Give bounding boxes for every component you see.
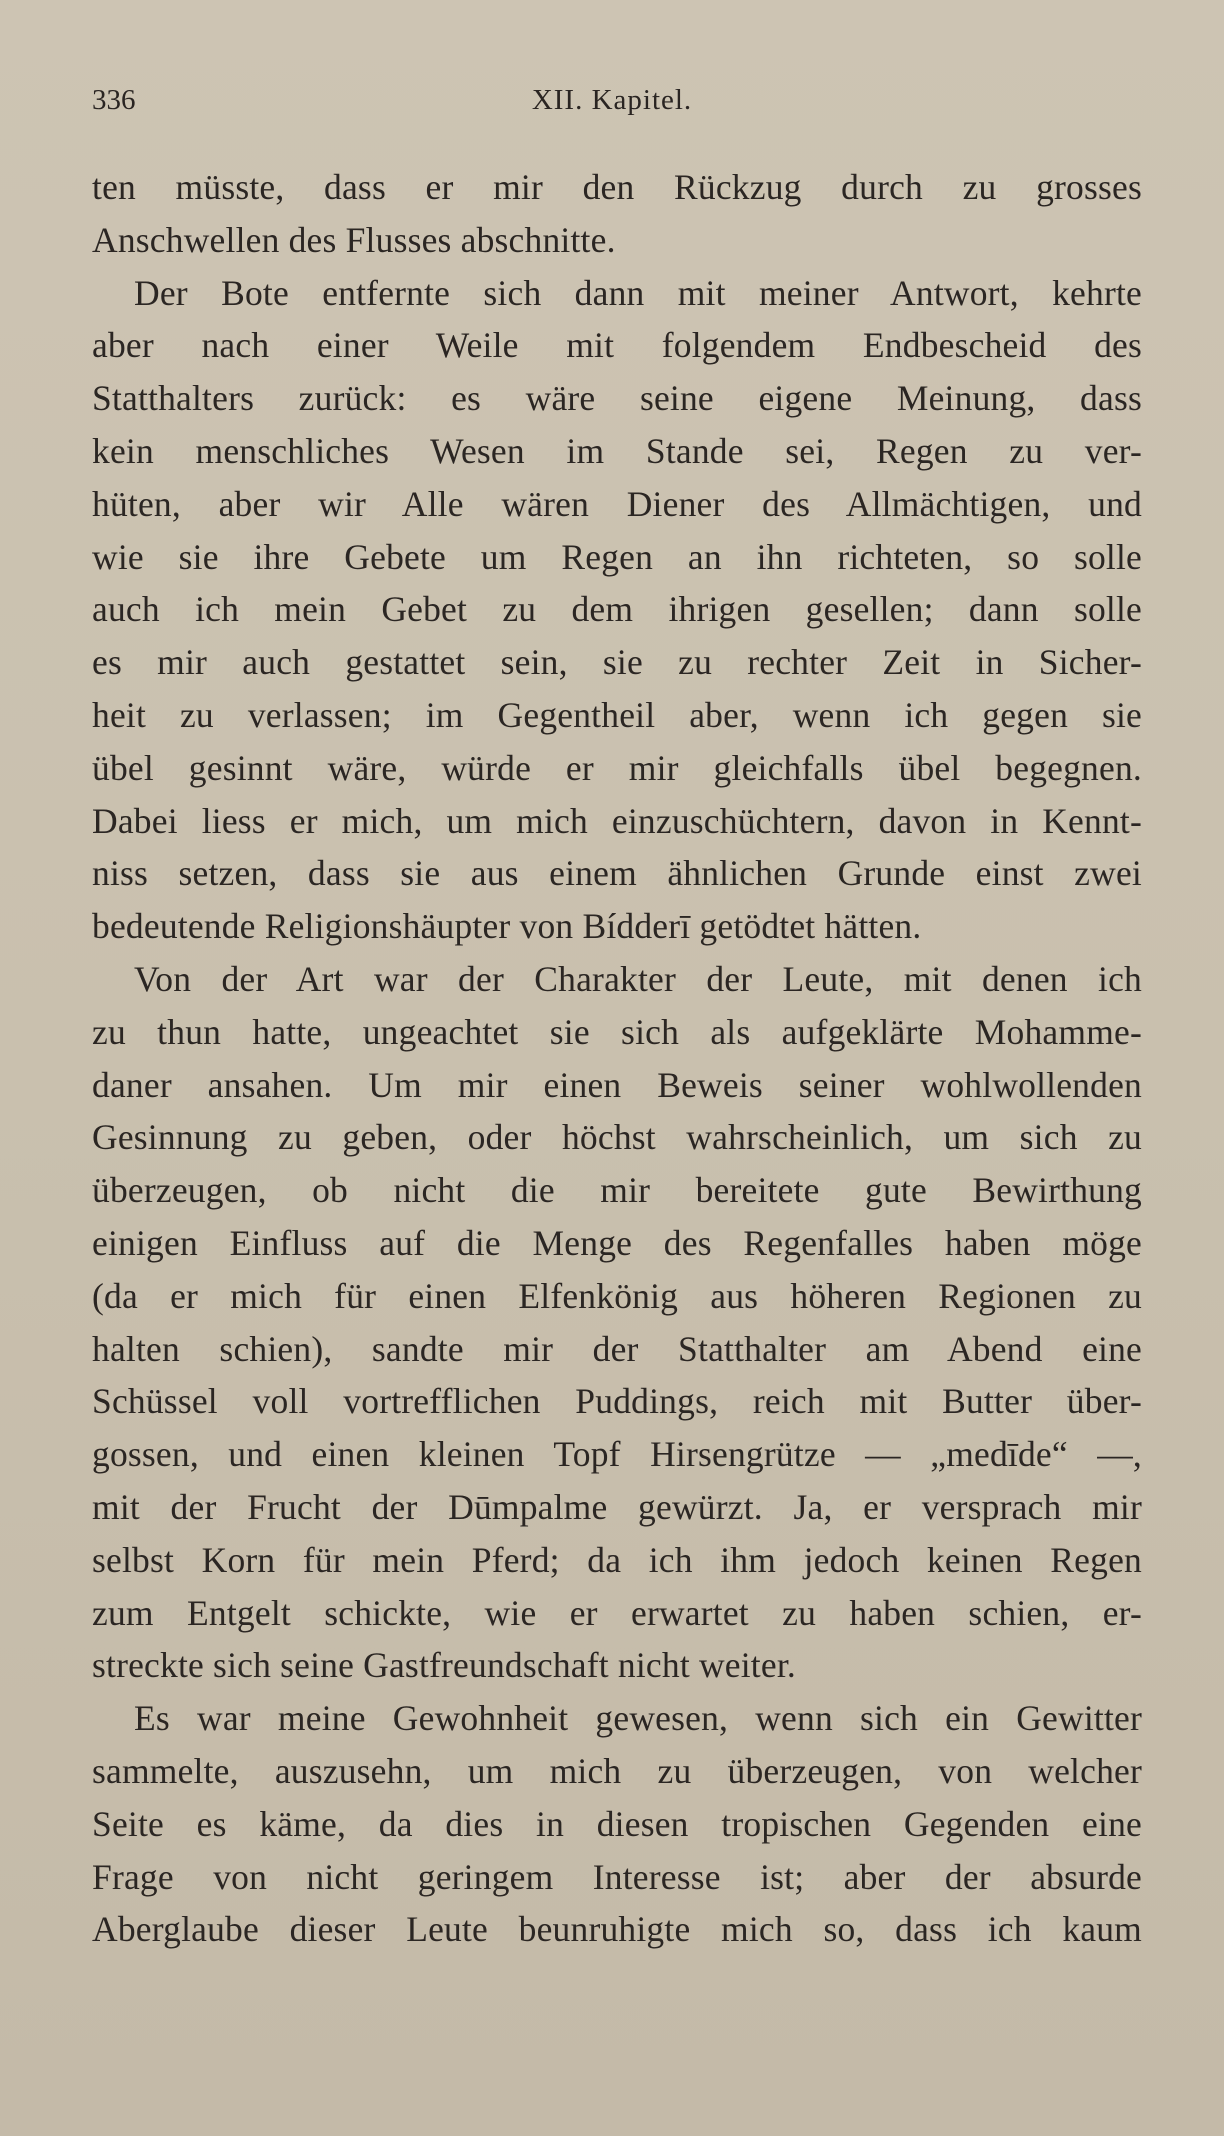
text-line: heit zu verlassen; im Gegentheil aber, wenn ich gegen sie xyxy=(92,694,1142,735)
text-line: zum Entgelt schickte, wie er erwartet zu haben schien, er- xyxy=(92,1592,1142,1633)
text-line: zu thun hatte, ungeachtet sie sich als aufgeklärte Mohamme- xyxy=(92,1011,1142,1052)
text-line: hüten, aber wir Alle wären Diener des Allmächtigen, und xyxy=(92,483,1142,524)
text-line: es mir auch gestattet sein, sie zu rechter Zeit in Sicher- xyxy=(92,642,1142,683)
text-line: einigen Einfluss auf die Menge des Regenfalles haben möge xyxy=(92,1222,1142,1263)
text-line: auch ich mein Gebet zu dem ihrigen gesellen; dann solle xyxy=(92,589,1142,630)
text-line: Anschwellen des Flusses abschnitte. xyxy=(92,219,616,260)
text-line: Seite es käme, da dies in diesen tropischen Gegenden eine xyxy=(92,1803,1142,1844)
text-line: übel gesinnt wäre, würde er mir gleichfalls übel begegnen. xyxy=(92,747,1142,788)
text-line: Gesinnung zu geben, oder höchst wahrscheinlich, um sich zu xyxy=(92,1117,1142,1158)
text-line: Dabei liess er mich, um mich einzuschüchtern, davon in Kennt- xyxy=(92,800,1142,841)
text-line: Frage von nicht geringem Interesse ist; aber der absurde xyxy=(92,1856,1142,1897)
paragraph xyxy=(92,267,1142,953)
text-line: überzeugen, ob nicht die mir bereitete gute Bewirthung xyxy=(92,1170,1142,1211)
text-line: gossen, und einen kleinen Topf Hirsengrütze — „medīde“ —, xyxy=(92,1434,1142,1475)
text-line: niss setzen, dass sie aus einem ähnlichen Grunde einst zwei xyxy=(92,853,1142,894)
text-line: streckte sich seine Gastfreundschaft nicht weiter. xyxy=(92,1645,796,1686)
text-line: Es war meine Gewohnheit gewesen, wenn sich ein Gewitter xyxy=(134,1698,1142,1739)
text-line: Schüssel voll vortrefflichen Puddings, reich mit Butter über- xyxy=(92,1381,1142,1422)
running-head xyxy=(92,80,1132,120)
text-line: Der Bote entfernte sich dann mit meiner Antwort, kehrte xyxy=(134,272,1142,313)
text-line: ten müsste, dass er mir den Rückzug durch zu grosses xyxy=(92,167,1142,207)
paragraph xyxy=(92,1692,1142,1956)
page-number: 336 xyxy=(92,84,136,116)
text-line: mit der Frucht der Dūmpalme gewürzt. Ja, er versprach mir xyxy=(92,1486,1142,1527)
body-text xyxy=(92,161,1142,1956)
paragraph xyxy=(92,953,1142,1692)
text-line: aber nach einer Weile mit folgendem Endbescheid des xyxy=(92,325,1142,366)
text-line: Von der Art war der Charakter der Leute, mit denen ich xyxy=(134,958,1142,999)
chapter-title: XII. Kapitel. xyxy=(531,84,693,116)
text-line: kein menschliches Wesen im Stande sei, Regen zu ver- xyxy=(92,430,1142,471)
text-line: halten schien), sandte mir der Statthalter am Abend eine xyxy=(92,1328,1142,1369)
text-line: wie sie ihre Gebete um Regen an ihn richteten, so solle xyxy=(92,536,1142,577)
text-line: Statthalters zurück: es wäre seine eigene Meinung, dass xyxy=(92,378,1142,419)
text-line: daner ansahen. Um mir einen Beweis seiner wohlwollenden xyxy=(92,1064,1142,1105)
paragraph xyxy=(92,161,1142,267)
text-line: selbst Korn für mein Pferd; da ich ihm jedoch keinen Regen xyxy=(92,1539,1142,1580)
text-line: sammelte, auszusehn, um mich zu überzeugen, von welcher xyxy=(92,1750,1142,1791)
text-line: (da er mich für einen Elfenkönig aus höheren Regionen zu xyxy=(92,1275,1142,1316)
text-line: Aberglaube dieser Leute beunruhigte mich so, dass ich kaum xyxy=(92,1909,1142,1950)
text-line: bedeutende Religionshäupter von Bídderī getödtet hätten. xyxy=(92,906,922,947)
